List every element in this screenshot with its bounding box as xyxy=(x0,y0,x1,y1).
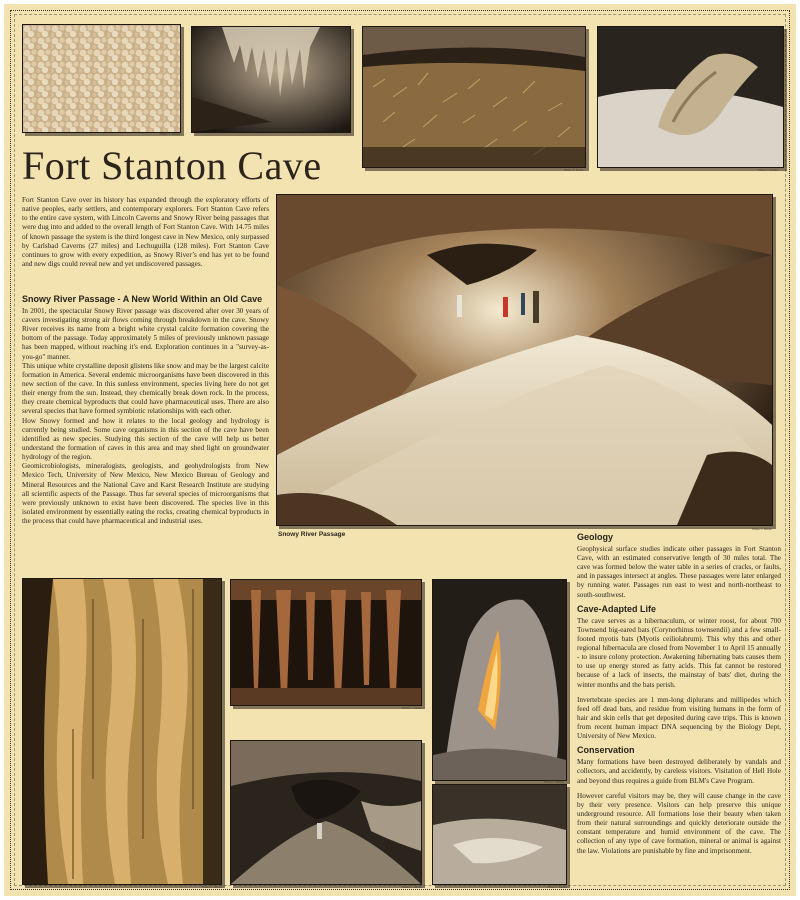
snowy-paragraph: How Snowy formed and how it relates to the local geology and hydrology is currently being studied. Some cave organisms in this section of the cave have been identified as new species. Studying this section of the cave will help us better understand the formation of caves in this area and may shed light on groundwater hydrology of the region. xyxy=(22,416,269,462)
photo-snowy-river-formation xyxy=(597,26,784,168)
photo-credit: Photo © Wicks xyxy=(544,780,564,784)
photo-mud-crystal-floor xyxy=(362,26,586,168)
photo-snowy-river-passage xyxy=(276,194,773,526)
photo-flowstone-column xyxy=(22,578,222,885)
photo-cave-passage-caver xyxy=(230,740,422,885)
photo-popcorn-formation xyxy=(22,24,181,133)
snowy-paragraph: In 2001, the spectacular Snowy River passage was discovered after over 30 years of cavers investigating strong air flows coming through breakdown in the cave. Snowy River receives its name from a bright white crystal calcite formation covering the bottom of the passage. Today approximately 5 miles of previously unknown passage has been mapped, without reaching it's end. Exploration continues in a "survey-as-you-go" manner. xyxy=(22,306,269,361)
geology-heading: Geology xyxy=(577,532,614,542)
geology-paragraph: Geophysical surface studies indicate other passages in Fort Stanton Cave, with an estimated conservative length of 30 miles total. The cave was formed below the water table in a series of cracks, or faults, and in passages intersect at angles. These passages were later enlarged by running water. Passages run east to west and north-northeast to south-southwest. xyxy=(577,544,781,599)
cave-life-heading: Cave-Adapted Life xyxy=(577,603,657,614)
photo-credit: Photo © Kinkle xyxy=(564,168,584,172)
photo-credit: Photo © Wicks xyxy=(160,132,180,136)
photo-credit: Photo © Kinkle xyxy=(758,168,778,172)
cave-life-paragraph: The cave serves as a hibernaculum, or winter roost, for about 700 Townsend big-eared bats (Corynorhinus townsendii) and a few small-footed myotis bats (Myotis ceiliolabrum). This why this and other regional hibernacula are closed from November 1 to April 15 annually - to insure colony protection. Awakening hibernating bats causes them to use up energy stored as fatty acids. This fat cannot be restored because of a lack of insects, the mainstay of bats' diet, during the winter months and the bats perish. xyxy=(577,616,781,689)
photo-white-floor-formation xyxy=(432,784,567,885)
right-column-text xyxy=(577,533,781,856)
photo-credit: Photo © Wicks xyxy=(402,885,422,889)
photo-lit-stalagmite xyxy=(432,579,567,781)
cave-life-paragraph: Invertebrate species are 1 mm-long diplurans and millipedes which feed off dead bats, and residue from visiting humans in the form of hair and skin cells that get deposited during cave trips. This is known from recent human impact DNA sequencing by the Biology Dept, University of New Mexico. xyxy=(577,695,781,741)
main-photo-caption: Snowy River Passage xyxy=(278,531,346,538)
conservation-paragraph: Many formations have been destroyed deliberately by vandals and collectors, and accidently, by careless visitors. Visitation of Hell Hole and beyond thus requires a guide from BLM's Cave Program. xyxy=(577,758,781,785)
conservation-heading: Conservation xyxy=(577,745,635,756)
intro-paragraph: Fort Stanton Cave over its history has expanded through the exploratory efforts of native peoples, early settlers, and contemporary explorers. Fort Stanton Cave refers to the entire cave system, with Lincoln Caverns and Snowy River being passages that were dug into and added to the overall length of Fort Stanton Cave. With 14.75 miles of known passage the system is the third longest cave in New Mexico, only surpassed by Carlsbad Caverns (27 miles) and Lechuguilla (128 miles). Fort Stanton Cave continues to grow with every expedition, as Snowy River’s end has yet to be found and new digs could reveal new and yet undiscovered passages. xyxy=(22,196,269,268)
snowy-paragraph: Geomicrobiologists, mineralogists, geologists, and geohydrologists from New Mexico Tech, University of New Mexico, New Mexico Bureau of Geology and Mineral Resources and the National Cave and Karst Research Institute are studying all scientific aspects of the Passage. Thus far several species of microorganisms that were previously unknown to exist have been discovered. The species live in this isolated environment by essentially eating the rocks, creating chemical byproducts in the process that could have pharmaceutical and industrial uses. xyxy=(22,462,269,526)
photo-column-formations xyxy=(230,579,422,706)
photo-credit: Photo © Wicks xyxy=(202,885,222,889)
photo-stalactite-curtain xyxy=(191,26,351,133)
page-title: Fort Stanton Cave xyxy=(22,143,322,188)
poster xyxy=(4,4,796,896)
snowy-river-heading: Snowy River Passage - A New World Within an Old Cave xyxy=(22,294,263,304)
intro-text xyxy=(22,196,269,269)
conservation-paragraph: However careful visitors may be, they will cause change in the cave by their very presence. Visitors can help preserve this unique underground resource. All formations lose their beauty when taken from their natural surroundings and quickly deteriorate outside the constant temperature and humid environment of the cave. The collection of any type of cave formation, mineral or animal is against the law. Violations are punishable by fine and imprisonment. xyxy=(577,791,781,855)
snowy-paragraph: This unique white crystalline deposit glistens like snow and may be the largest calcite formation in America. Several endemic microorganisms have been discovered in this new section of the cave. In this sunless environment, species living here do not get their energy from the sun. Instead, they chemically break down rock. In the process, they create chemical byproducts that could have pharmaceutical uses. There are also several species that have formed symbiotic relationships with each other. xyxy=(22,361,269,416)
snowy-river-section xyxy=(22,295,269,526)
photo-credit: Photo © Kinkle xyxy=(547,885,567,889)
photo-credit: Photo © Kinkle xyxy=(402,706,422,710)
photo-credit: Photo © Wicks xyxy=(752,527,772,531)
